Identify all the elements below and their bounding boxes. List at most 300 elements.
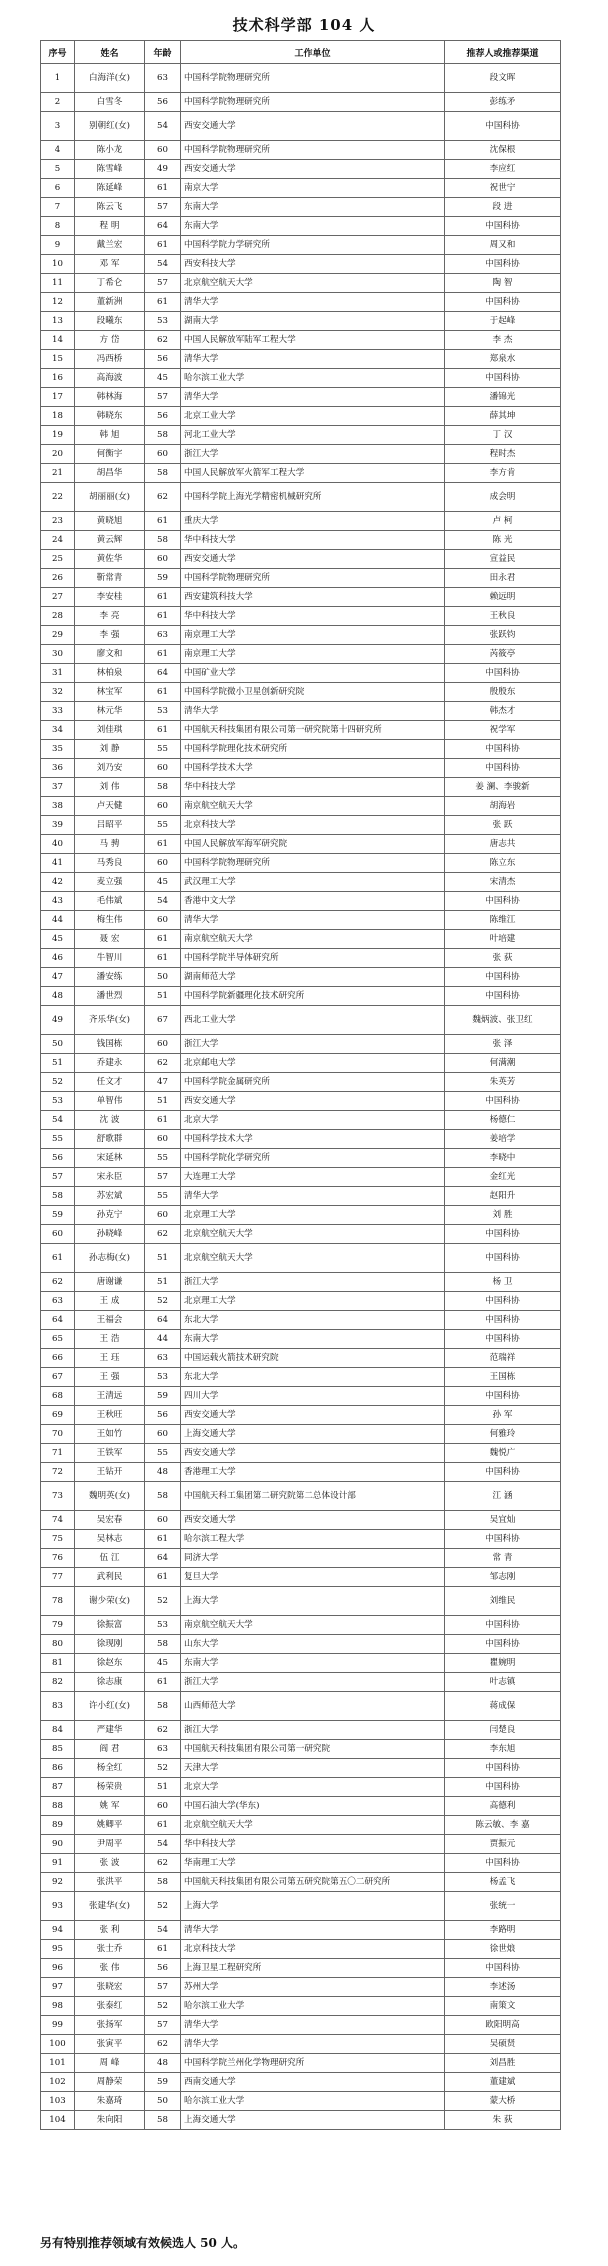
row-age: 60 [145, 445, 181, 464]
row-index: 22 [41, 483, 75, 512]
row-name: 马秀良 [75, 854, 145, 873]
row-index: 59 [41, 1206, 75, 1225]
row-recommender: 陈云敏、李 嘉 [445, 1816, 561, 1835]
row-recommender: 韩杰才 [445, 702, 561, 721]
row-organization: 北京大学 [181, 1111, 445, 1130]
row-index: 57 [41, 1168, 75, 1187]
row-index: 13 [41, 312, 75, 331]
row-organization: 浙江大学 [181, 1273, 445, 1292]
row-recommender: 蒋成保 [445, 1692, 561, 1721]
row-recommender: 祝世宁 [445, 179, 561, 198]
row-index: 55 [41, 1130, 75, 1149]
row-organization: 西安建筑科技大学 [181, 588, 445, 607]
row-organization: 清华大学 [181, 911, 445, 930]
row-recommender: 中国科协 [445, 1092, 561, 1111]
row-organization: 南京理工大学 [181, 626, 445, 645]
row-recommender: 李路明 [445, 1921, 561, 1940]
table-row [41, 569, 561, 588]
row-age: 61 [145, 1816, 181, 1835]
row-index: 65 [41, 1330, 75, 1349]
table-row [41, 1759, 561, 1778]
table-row [41, 1035, 561, 1054]
row-organization: 上海交通大学 [181, 1425, 445, 1444]
row-age: 57 [145, 1168, 181, 1187]
row-age: 60 [145, 797, 181, 816]
row-recommender: 李应红 [445, 160, 561, 179]
row-index: 79 [41, 1616, 75, 1635]
row-name: 潘安练 [75, 968, 145, 987]
table-row [41, 1654, 561, 1673]
row-name: 毛伟斌 [75, 892, 145, 911]
row-recommender: 宋清杰 [445, 873, 561, 892]
row-index: 99 [41, 2016, 75, 2035]
row-organization: 香港理工大学 [181, 1463, 445, 1482]
row-index: 43 [41, 892, 75, 911]
row-organization: 中国科学院物理研究所 [181, 64, 445, 93]
row-name: 程 明 [75, 217, 145, 236]
row-recommender: 吴宜灿 [445, 1511, 561, 1530]
row-organization: 中国科学院新疆理化技术研究所 [181, 987, 445, 1006]
table-row [41, 1444, 561, 1463]
row-recommender: 南策文 [445, 1997, 561, 2016]
row-organization: 上海交通大学 [181, 2111, 445, 2130]
row-recommender: 姜培学 [445, 1130, 561, 1149]
row-index: 101 [41, 2054, 75, 2073]
row-organization: 清华大学 [181, 2016, 445, 2035]
row-name: 张 伟 [75, 1959, 145, 1978]
table-row [41, 626, 561, 645]
row-recommender: 孙 军 [445, 1406, 561, 1425]
row-recommender: 何满潮 [445, 1054, 561, 1073]
row-age: 51 [145, 1778, 181, 1797]
row-recommender: 中国科协 [445, 892, 561, 911]
row-age: 61 [145, 179, 181, 198]
table-row [41, 407, 561, 426]
table-row [41, 93, 561, 112]
row-age: 61 [145, 1940, 181, 1959]
row-index: 11 [41, 274, 75, 293]
row-recommender: 于起峰 [445, 312, 561, 331]
row-recommender: 中国科协 [445, 1616, 561, 1635]
table-row [41, 1892, 561, 1921]
row-organization: 中国石油大学(华东) [181, 1797, 445, 1816]
row-name: 王如竹 [75, 1425, 145, 1444]
row-recommender: 沈保根 [445, 141, 561, 160]
row-age: 51 [145, 1244, 181, 1273]
table-row [41, 160, 561, 179]
row-index: 2 [41, 93, 75, 112]
row-age: 54 [145, 1921, 181, 1940]
row-recommender: 杨 卫 [445, 1273, 561, 1292]
row-age: 49 [145, 160, 181, 179]
row-name: 王清远 [75, 1387, 145, 1406]
row-name: 潘世烈 [75, 987, 145, 1006]
row-age: 64 [145, 1311, 181, 1330]
row-age: 60 [145, 1035, 181, 1054]
row-recommender: 邹志刚 [445, 1568, 561, 1587]
row-recommender: 中国科协 [445, 112, 561, 141]
row-recommender: 杨孟飞 [445, 1873, 561, 1892]
row-name: 王秋旺 [75, 1406, 145, 1425]
row-organization: 同济大学 [181, 1549, 445, 1568]
row-recommender: 芮筱亭 [445, 645, 561, 664]
row-age: 61 [145, 1673, 181, 1692]
row-age: 63 [145, 64, 181, 93]
row-age: 57 [145, 1978, 181, 1997]
row-name: 马 骋 [75, 835, 145, 854]
row-index: 17 [41, 388, 75, 407]
row-recommender: 闫楚良 [445, 1721, 561, 1740]
row-age: 61 [145, 236, 181, 255]
table-row [41, 179, 561, 198]
row-organization: 浙江大学 [181, 445, 445, 464]
row-recommender: 中国科协 [445, 1225, 561, 1244]
row-index: 3 [41, 112, 75, 141]
row-recommender: 张 泽 [445, 1035, 561, 1054]
row-recommender: 中国科协 [445, 1635, 561, 1654]
row-name: 谢少荣(女) [75, 1587, 145, 1616]
row-index: 90 [41, 1835, 75, 1854]
row-index: 71 [41, 1444, 75, 1463]
table-row [41, 892, 561, 911]
row-organization: 清华大学 [181, 293, 445, 312]
table-row [41, 388, 561, 407]
row-recommender: 李方肯 [445, 464, 561, 483]
row-organization: 中国科学院兰州化学物理研究所 [181, 2054, 445, 2073]
row-name: 李 强 [75, 626, 145, 645]
row-index: 32 [41, 683, 75, 702]
row-age: 56 [145, 1959, 181, 1978]
row-recommender: 高德利 [445, 1797, 561, 1816]
row-name: 林元华 [75, 702, 145, 721]
row-recommender: 张 荻 [445, 949, 561, 968]
row-organization: 山东大学 [181, 1635, 445, 1654]
table-row [41, 930, 561, 949]
row-recommender: 郑泉水 [445, 350, 561, 369]
row-organization: 西安交通大学 [181, 1444, 445, 1463]
row-index: 80 [41, 1635, 75, 1654]
row-name: 宋延林 [75, 1149, 145, 1168]
row-name: 宋永臣 [75, 1168, 145, 1187]
row-age: 61 [145, 1111, 181, 1130]
row-age: 58 [145, 426, 181, 445]
row-index: 75 [41, 1530, 75, 1549]
row-recommender: 张 跃 [445, 816, 561, 835]
row-index: 24 [41, 531, 75, 550]
row-age: 62 [145, 1054, 181, 1073]
table-row [41, 949, 561, 968]
table-row [41, 312, 561, 331]
table-row [41, 1073, 561, 1092]
row-age: 59 [145, 569, 181, 588]
row-index: 83 [41, 1692, 75, 1721]
row-recommender: 李述汤 [445, 1978, 561, 1997]
table-row [41, 1616, 561, 1635]
row-index: 81 [41, 1654, 75, 1673]
table-row [41, 236, 561, 255]
table-row [41, 1225, 561, 1244]
row-index: 62 [41, 1273, 75, 1292]
row-name: 韩 旭 [75, 426, 145, 445]
row-index: 15 [41, 350, 75, 369]
row-name: 陈小龙 [75, 141, 145, 160]
row-age: 58 [145, 464, 181, 483]
row-recommender: 陈立东 [445, 854, 561, 873]
row-name: 方 岱 [75, 331, 145, 350]
row-recommender: 朱 荻 [445, 2111, 561, 2130]
row-organization: 复旦大学 [181, 1568, 445, 1587]
row-recommender: 李晓中 [445, 1149, 561, 1168]
row-name: 陈雪峰 [75, 160, 145, 179]
row-name: 王 强 [75, 1368, 145, 1387]
row-index: 54 [41, 1111, 75, 1130]
table-row [41, 816, 561, 835]
row-organization: 中国人民解放军火箭军工程大学 [181, 464, 445, 483]
row-name: 张建华(女) [75, 1892, 145, 1921]
row-age: 62 [145, 1854, 181, 1873]
row-name: 沈 波 [75, 1111, 145, 1130]
row-index: 82 [41, 1673, 75, 1692]
header-index: 序号 [41, 41, 75, 64]
table-row [41, 1816, 561, 1835]
row-organization: 东南大学 [181, 1330, 445, 1349]
row-age: 58 [145, 1482, 181, 1511]
row-age: 58 [145, 2111, 181, 2130]
table-row [41, 1311, 561, 1330]
row-index: 53 [41, 1092, 75, 1111]
row-index: 49 [41, 1006, 75, 1035]
row-name: 单智伟 [75, 1092, 145, 1111]
row-name: 董新洲 [75, 293, 145, 312]
row-name: 张洪平 [75, 1873, 145, 1892]
table-row [41, 1387, 561, 1406]
row-name: 张 波 [75, 1854, 145, 1873]
row-age: 54 [145, 1835, 181, 1854]
row-age: 55 [145, 1149, 181, 1168]
row-index: 86 [41, 1759, 75, 1778]
row-age: 56 [145, 407, 181, 426]
row-age: 53 [145, 1368, 181, 1387]
footer-note: 另有特别推荐领域有效候选人 50 人。 [40, 2236, 246, 2250]
row-name: 廖文和 [75, 645, 145, 664]
row-organization: 河北工业大学 [181, 426, 445, 445]
header-age: 年龄 [145, 41, 181, 64]
row-recommender: 彭练矛 [445, 93, 561, 112]
table-row [41, 2111, 561, 2130]
row-index: 70 [41, 1425, 75, 1444]
row-index: 89 [41, 1816, 75, 1835]
row-recommender: 中国科协 [445, 255, 561, 274]
row-organization: 华中科技大学 [181, 607, 445, 626]
row-organization: 西安交通大学 [181, 1406, 445, 1425]
row-name: 孙晓峰 [75, 1225, 145, 1244]
row-index: 76 [41, 1549, 75, 1568]
row-organization: 华中科技大学 [181, 1835, 445, 1854]
row-index: 8 [41, 217, 75, 236]
row-age: 57 [145, 2016, 181, 2035]
row-name: 卢天健 [75, 797, 145, 816]
row-name: 胡昌华 [75, 464, 145, 483]
row-index: 69 [41, 1406, 75, 1425]
row-recommender: 张统一 [445, 1892, 561, 1921]
row-organization: 中国航天科技集团有限公司第一研究院第十四研究所 [181, 721, 445, 740]
row-name: 靳常青 [75, 569, 145, 588]
row-name: 韩林海 [75, 388, 145, 407]
row-organization: 北京邮电大学 [181, 1054, 445, 1073]
table-row [41, 778, 561, 797]
row-organization: 天津大学 [181, 1759, 445, 1778]
table-row [41, 1054, 561, 1073]
row-age: 60 [145, 854, 181, 873]
table-row [41, 112, 561, 141]
row-name: 王 浩 [75, 1330, 145, 1349]
row-recommender: 唐志共 [445, 835, 561, 854]
table-row [41, 1425, 561, 1444]
row-name: 孙克宁 [75, 1206, 145, 1225]
row-name: 张士乔 [75, 1940, 145, 1959]
row-age: 57 [145, 388, 181, 407]
row-index: 27 [41, 588, 75, 607]
row-name: 李安桂 [75, 588, 145, 607]
table-row [41, 550, 561, 569]
row-name: 姚 军 [75, 1797, 145, 1816]
row-recommender: 中国科协 [445, 1854, 561, 1873]
row-age: 53 [145, 1616, 181, 1635]
row-age: 62 [145, 331, 181, 350]
row-index: 12 [41, 293, 75, 312]
row-age: 52 [145, 1759, 181, 1778]
row-name: 韩晓东 [75, 407, 145, 426]
row-index: 46 [41, 949, 75, 968]
row-index: 63 [41, 1292, 75, 1311]
row-organization: 中国人民解放军陆军工程大学 [181, 331, 445, 350]
row-index: 14 [41, 331, 75, 350]
row-organization: 中国科学院物理研究所 [181, 93, 445, 112]
row-name: 冯西桥 [75, 350, 145, 369]
row-recommender: 中国科协 [445, 968, 561, 987]
row-index: 74 [41, 1511, 75, 1530]
row-age: 54 [145, 892, 181, 911]
row-name: 林宝军 [75, 683, 145, 702]
row-age: 53 [145, 702, 181, 721]
table-row [41, 426, 561, 445]
row-recommender: 中国科协 [445, 740, 561, 759]
row-age: 52 [145, 1587, 181, 1616]
row-index: 10 [41, 255, 75, 274]
row-recommender: 中国科协 [445, 1778, 561, 1797]
row-index: 68 [41, 1387, 75, 1406]
table-row [41, 2035, 561, 2054]
row-age: 61 [145, 645, 181, 664]
row-age: 55 [145, 740, 181, 759]
row-recommender: 薛其坤 [445, 407, 561, 426]
table-row [41, 1997, 561, 2016]
table-row [41, 664, 561, 683]
table-row [41, 1244, 561, 1273]
row-organization: 清华大学 [181, 1921, 445, 1940]
row-organization: 上海卫星工程研究所 [181, 1959, 445, 1978]
row-recommender: 丁 汉 [445, 426, 561, 445]
table-row [41, 1940, 561, 1959]
row-age: 55 [145, 816, 181, 835]
row-index: 45 [41, 930, 75, 949]
row-recommender: 王国栋 [445, 1368, 561, 1387]
row-age: 61 [145, 588, 181, 607]
row-organization: 中国科学院上海光学精密机械研究所 [181, 483, 445, 512]
row-index: 44 [41, 911, 75, 930]
row-index: 36 [41, 759, 75, 778]
table-row [41, 1130, 561, 1149]
row-recommender: 刘 胜 [445, 1206, 561, 1225]
document-title: 技术科学部 104 人 [232, 16, 376, 34]
row-organization: 南京航空航天大学 [181, 1616, 445, 1635]
row-index: 52 [41, 1073, 75, 1092]
row-organization: 东南大学 [181, 1654, 445, 1673]
row-index: 100 [41, 2035, 75, 2054]
row-name: 任文才 [75, 1073, 145, 1092]
row-organization: 中国科学院物理研究所 [181, 569, 445, 588]
table-row [41, 740, 561, 759]
row-name: 周静荣 [75, 2073, 145, 2092]
row-name: 聂 宏 [75, 930, 145, 949]
row-age: 55 [145, 1187, 181, 1206]
row-name: 麦立强 [75, 873, 145, 892]
row-index: 95 [41, 1940, 75, 1959]
row-age: 61 [145, 293, 181, 312]
row-index: 78 [41, 1587, 75, 1616]
table-row [41, 255, 561, 274]
row-recommender: 金红光 [445, 1168, 561, 1187]
row-recommender: 欧阳明高 [445, 2016, 561, 2035]
table-row [41, 1978, 561, 1997]
row-name: 张泰红 [75, 1997, 145, 2016]
table-row [41, 721, 561, 740]
table-row [41, 1349, 561, 1368]
row-age: 56 [145, 93, 181, 112]
row-age: 60 [145, 141, 181, 160]
header-organization: 工作单位 [181, 41, 445, 64]
row-name: 陈云飞 [75, 198, 145, 217]
row-index: 23 [41, 512, 75, 531]
row-organization: 北京航空航天大学 [181, 1816, 445, 1835]
row-recommender: 成会明 [445, 483, 561, 512]
row-organization: 中国科学技术大学 [181, 1130, 445, 1149]
row-index: 88 [41, 1797, 75, 1816]
row-index: 4 [41, 141, 75, 160]
row-index: 50 [41, 1035, 75, 1054]
row-name: 钱国栋 [75, 1035, 145, 1054]
row-organization: 西南交通大学 [181, 2073, 445, 2092]
row-recommender: 中国科协 [445, 1530, 561, 1549]
row-recommender: 范瑞祥 [445, 1349, 561, 1368]
row-index: 102 [41, 2073, 75, 2092]
table-row [41, 873, 561, 892]
row-age: 45 [145, 369, 181, 388]
row-index: 19 [41, 426, 75, 445]
row-organization: 北京科技大学 [181, 1940, 445, 1959]
row-organization: 东南大学 [181, 198, 445, 217]
table-row [41, 987, 561, 1006]
header-name: 姓名 [75, 41, 145, 64]
table-row [41, 1692, 561, 1721]
table-row [41, 645, 561, 664]
row-age: 60 [145, 1206, 181, 1225]
row-age: 60 [145, 911, 181, 930]
row-recommender: 中国科协 [445, 1292, 561, 1311]
row-recommender: 中国科协 [445, 759, 561, 778]
row-age: 54 [145, 255, 181, 274]
row-recommender: 中国科协 [445, 369, 561, 388]
